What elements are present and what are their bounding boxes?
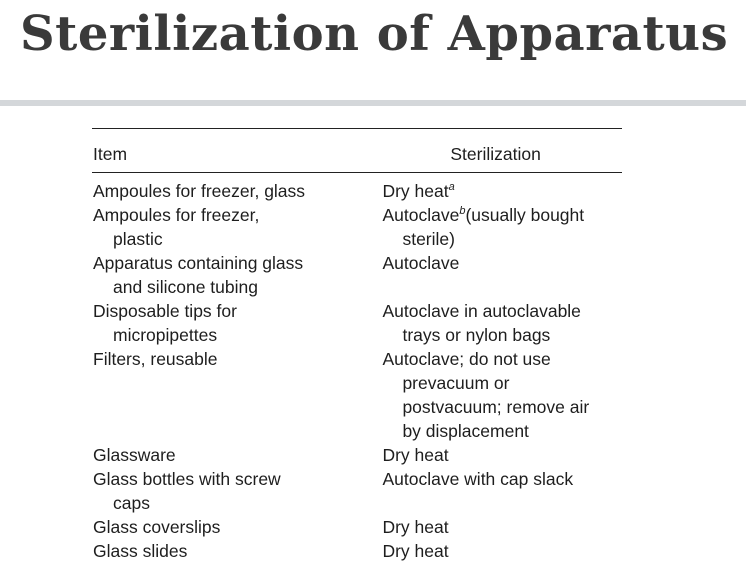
sterilization-text-continued: by displacement	[402, 421, 529, 441]
table-row	[92, 203, 622, 251]
table-row	[92, 539, 622, 563]
item-text: Disposable tips for	[93, 301, 237, 321]
sterilization-cell	[382, 539, 622, 563]
footnote-marker: b	[459, 205, 466, 217]
sterilization-text: Dry heat	[382, 445, 449, 465]
item-cell	[92, 347, 382, 443]
table-row	[92, 515, 622, 539]
item-text-continued: and silicone tubing	[113, 277, 258, 297]
sterilization-text-continued: sterile)	[402, 229, 455, 249]
item-cell	[92, 203, 382, 251]
header-item: Item	[93, 144, 128, 164]
item-text-continued: caps	[113, 493, 150, 513]
sterilization-method: Dry heat	[382, 181, 449, 201]
sterilization-text: Autoclave with cap slack	[382, 469, 574, 489]
sterilization-cell	[382, 299, 622, 347]
title-divider	[0, 100, 746, 106]
table-row	[92, 347, 622, 443]
item-text-continued: plastic	[113, 229, 163, 249]
page-title: Sterilization of Apparatus	[20, 6, 729, 62]
sterilization-cell	[382, 467, 622, 515]
item-text: Glass coverslips	[93, 517, 221, 537]
sterilization-text-continued: postvacuum; remove air	[402, 397, 590, 417]
sterilization-text-continued: trays or nylon bags	[402, 325, 551, 345]
sterilization-cell	[382, 347, 622, 443]
item-cell	[92, 299, 382, 347]
item-text: Glassware	[93, 445, 176, 465]
header-sterilization: Sterilization	[450, 144, 541, 164]
sterilization-cell	[382, 515, 622, 539]
sterilization-text: Autoclave	[382, 253, 460, 273]
sterilization-text-continued: prevacuum or	[402, 373, 510, 393]
sterilization-text	[382, 203, 622, 227]
item-cell	[92, 443, 382, 467]
item-text: Filters, reusable	[93, 349, 218, 369]
item-text: Glass bottles with screw	[93, 469, 281, 489]
item-text: Ampoules for freezer, glass	[93, 181, 306, 201]
item-text: Ampoules for freezer,	[93, 205, 260, 225]
sterilization-text: Autoclave; do not use	[382, 349, 551, 369]
sterilization-cell	[382, 179, 622, 203]
sterilization-cell	[382, 443, 622, 467]
sterilization-method: Autoclave	[382, 205, 460, 225]
item-cell	[92, 515, 382, 539]
sterilization-text: Dry heat	[382, 517, 449, 537]
table-row	[92, 179, 622, 203]
sterilization-text: Dry heat	[382, 541, 449, 561]
item-cell	[92, 251, 382, 299]
item-cell	[92, 539, 382, 563]
sterilization-text: Autoclave in autoclavable	[382, 301, 581, 321]
sterilization-cell	[382, 251, 622, 299]
sterilization-note: (usually bought	[465, 205, 585, 225]
table-header-row	[92, 129, 622, 172]
table-row	[92, 299, 622, 347]
item-cell	[92, 179, 382, 203]
table-row	[92, 443, 622, 467]
item-text: Glass slides	[93, 541, 188, 561]
footnote-marker: a	[448, 181, 455, 193]
table-row	[92, 467, 622, 515]
sterilization-table	[92, 128, 622, 563]
item-text: Apparatus containing glass	[93, 253, 304, 273]
sterilization-cell	[382, 203, 622, 251]
item-cell	[92, 467, 382, 515]
table-row	[92, 251, 622, 299]
item-text-continued: micropipettes	[113, 325, 218, 345]
sterilization-text	[382, 179, 622, 203]
table-body	[92, 173, 622, 563]
